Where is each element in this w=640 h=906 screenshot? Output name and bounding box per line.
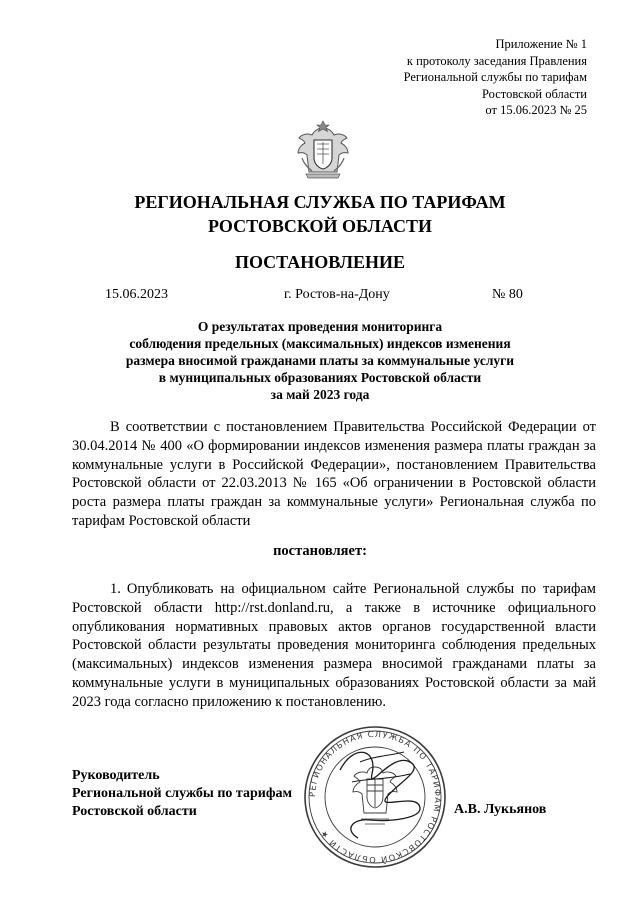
signatory-title-line: Региональной службы по тарифам — [72, 786, 293, 801]
appendix-line: Ростовской области — [482, 86, 587, 101]
signatory-name: А.В. Лукьянов — [454, 802, 547, 817]
subject-line: за май 2023 года — [270, 387, 370, 402]
svg-text:РЕГИОНАЛЬНАЯ СЛУЖБА ПО ТАРИФАМ: РЕГИОНАЛЬНАЯ СЛУЖБА ПО ТАРИФАМ РОСТОВСКОЙ ОБЛАСТИ ★ — [306, 728, 444, 866]
subject-line: в муниципальных образованиях Ростовской области — [158, 370, 482, 385]
appendix-note — [327, 36, 587, 119]
document-place: г. Ростов-на-Дону — [284, 287, 390, 302]
signatory-title — [72, 767, 292, 821]
item-number: 1. — [110, 581, 121, 597]
preamble-paragraph: В соответствии с постановлением Правительства Российской Федерации от 30.04.2014 № 400 «О формировании индексов изменения размера платы граждан за коммунальные услуги в Российской Федерации», постановлением Правительства Ростовской области от 22.03.2013 № 165 «Об ограничении в Ростовской области роста размера платы граждан за коммунальные услуги» Региональная служба по тарифам Ростовской области — [72, 419, 596, 529]
signatory-title-line: Ростовской области — [72, 804, 197, 819]
document-type: ПОСТАНОВЛЕНИЕ — [234, 252, 406, 272]
organization-title — [0, 190, 640, 238]
subject-line: размера вносимой гражданами платы за коммунальные услуги — [125, 353, 515, 368]
appendix-line: Региональной службы по тарифам — [403, 70, 587, 84]
decree-word: постановляет: — [273, 543, 367, 559]
resolution-item — [72, 580, 596, 712]
subject-line: О результатах проведения мониторинга — [197, 319, 443, 334]
appendix-line: к протоколу заседания Правления — [406, 53, 587, 68]
coat-of-arms-icon — [290, 118, 356, 184]
document-number: № 80 — [492, 287, 523, 302]
organization-line: РОСТОВСКОЙ ОБЛАСТИ — [208, 216, 432, 236]
official-seal-icon — [300, 722, 450, 872]
appendix-line: Приложение № 1 — [495, 37, 587, 51]
appendix-line: от 15.06.2023 № 25 — [485, 103, 587, 117]
signatory-title-line: Руководитель — [72, 768, 160, 783]
subject-line: соблюдения предельных (максимальных) индексов изменения — [129, 336, 511, 351]
document-date: 15.06.2023 — [105, 287, 168, 302]
organization-line: РЕГИОНАЛЬНАЯ СЛУЖБА ПО ТАРИФАМ — [134, 192, 506, 212]
document-subject — [0, 318, 640, 403]
item-text: Опубликовать на официальном сайте Региональной службы по тарифам Ростовской области http://rst.donland.ru, а также в источнике официального опубликования нормативных правовых актов органов государственной власти Ростовской области результаты проведения мониторинга соблюдения предельных (максимальных) индексов изменения размера вносимой гражданами платы за коммунальные услуги в муниципальных образованиях Ростовской области за май 2023 года согласно приложению к постановлению. — [72, 581, 596, 710]
